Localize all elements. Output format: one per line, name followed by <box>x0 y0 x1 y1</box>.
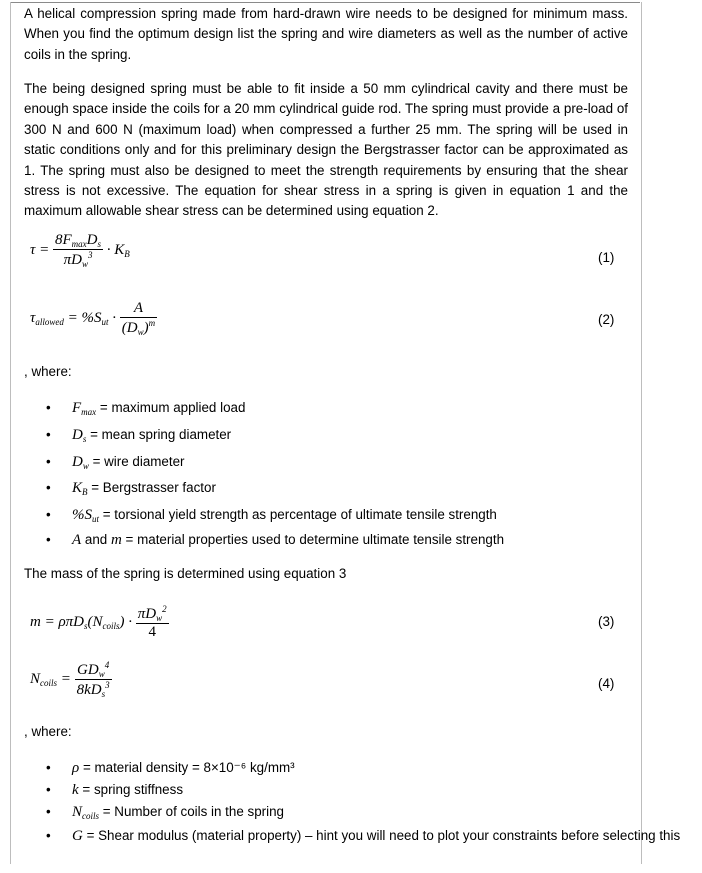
equation-1: τ = $\frac{8F_{max}D_s}{\pi D_w^3}$ · $K_B$ <box>30 232 130 269</box>
list-item: • $D_w$ = wire diameter <box>46 454 185 471</box>
list-item: • G = Shear modulus (material property) – hint you will need to plot your constraints before selecting this <box>46 828 681 844</box>
where-label-2: , where: <box>24 724 72 739</box>
intro-paragraph: A helical compression spring made from hard-drawn wire needs to be designed for minimum mass. When you find the optimum design list the spring and wire diameters as well as the number of active coils in the spring. <box>24 6 628 62</box>
list-item: • A and m = material properties used to determine ultimate tensile strength <box>46 532 505 548</box>
variable-list-1 <box>46 398 504 555</box>
equation-3-number: (3) <box>598 614 615 629</box>
equation-2: $\tau_{allowed} = \%S_{ut}$ · $\frac{A}{(D_w)^m}$ <box>30 300 156 337</box>
list-item: • $D_s$ = mean spring diameter <box>46 427 232 444</box>
equation-1-number: (1) <box>598 250 615 265</box>
list-item: • $F_{max}$ = maximum applied load <box>46 400 246 417</box>
list-item: • $N_{coils}$ = Number of coils in the spring <box>46 804 284 821</box>
variable-list-2 <box>46 758 680 846</box>
list-item: • k = spring stiffness <box>46 782 184 798</box>
where-label-1: , where: <box>24 364 72 379</box>
equation-4: $N_{coils}$ = $\frac{GD_w^4}{8kD_s^3}$ <box>30 660 110 699</box>
mass-intro: The mass of the spring is determined using equation 3 <box>24 566 347 581</box>
equation-4-number: (4) <box>598 676 615 691</box>
list-item: • $K_B$ = Bergstrasser factor <box>46 480 216 497</box>
list-item: • $\%S_{ut}$ = torsional yield strength as percentage of ultimate tensile strength <box>46 507 497 524</box>
requirements-paragraph: The being designed spring must be able to fit inside a 50 mm cylindrical cavity and there must be enough space inside the coils for a 20 mm cylindrical guide rod. The spring must provide a pre-load of 300 N and 600 N (maximum load) when compressed a further 25 mm. The spring will be used in static conditions only and for this preliminary design the Bergstrasser factor can be approximated as 1. The spring must also be designed to meet the strength requirements by ensuring that the shear stress is not excessive. The equation for shear stress in a spring is given in equation 1 and the maximum allowable shear stress can be determined using equation 2. <box>24 81 628 219</box>
list-item: • ρ = material density = 8×10⁻⁶ kg/mm³ <box>46 760 295 776</box>
equation-3: $m = \rho\pi D_s(N_{coils})$ · $\frac{\pi D_w^2}{4}$ <box>30 604 167 640</box>
equation-2-number: (2) <box>598 312 615 327</box>
